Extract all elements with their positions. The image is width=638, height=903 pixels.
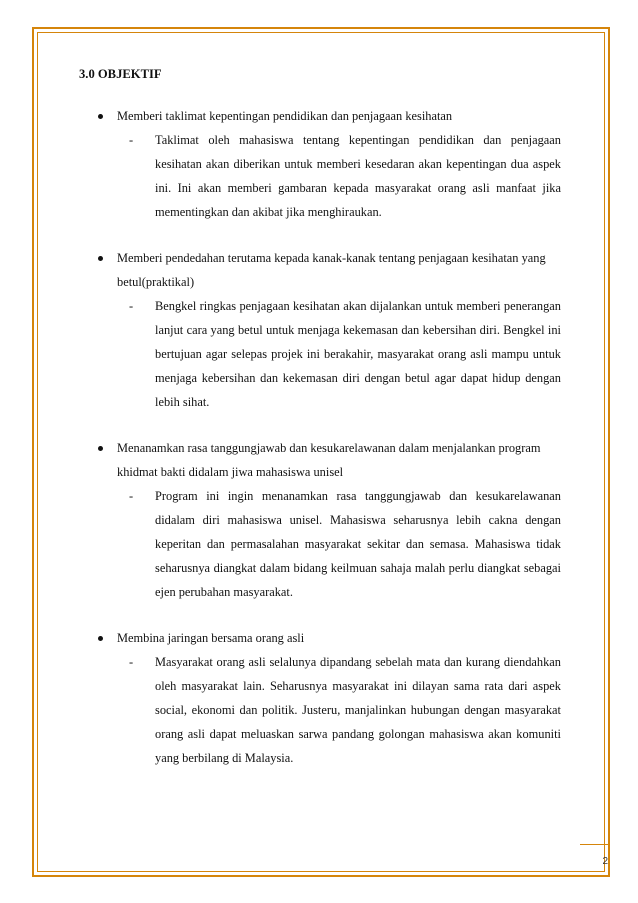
objective-detail [79, 128, 561, 224]
document-body [79, 66, 561, 792]
bullet-dot-icon [98, 256, 103, 261]
objective-detail [79, 294, 561, 414]
objective-title: Memberi taklimat kepentingan pendidikan dan penjagaan kesihatan [117, 109, 453, 123]
objective-title: Membina jaringan bersama orang asli [117, 631, 305, 645]
bullet-dot-icon [98, 114, 103, 119]
objective-item [79, 626, 561, 770]
objective-bullet [79, 626, 561, 650]
objective-item [79, 104, 561, 224]
objective-detail-text: Program ini ingin menanamkan rasa tanggungjawab dan kesukarelawanan didalam diri mahasiswa unisel. Mahasiswa seharusnya lebih cakna dengan keperitan dan permasalahan masyarakat sekitar dan semasa. Mahasiswa tidak seharusnya diangkat dalam bidang keilmuan sahaja malah perlu diangkat sebagai ejen perubahan masyarakat. [155, 489, 561, 599]
bullet-dot-icon [98, 636, 103, 641]
dash-marker: - [129, 133, 134, 147]
objective-bullet [79, 246, 561, 294]
objective-detail-text: Bengkel ringkas penjagaan kesihatan akan dijalankan untuk memberi penerangan lanjut cara yang betul untuk menjaga kekemasan dan kebersihan diri. Bengkel ini bertujuan agar selepas projek ini berakahir, masyarakat orang asli mampu untuk menjaga kebersihan dan kekemasan diri dengan betul agar dapat hidup dengan lebih sihat. [155, 299, 561, 409]
objective-bullet [79, 104, 561, 128]
objective-bullet [79, 436, 561, 484]
objective-title: Menanamkan rasa tanggungjawab dan kesukarelawanan dalam menjalankan program khidmat bakti didalam jiwa mahasiswa unisel [117, 441, 541, 479]
objective-item [79, 246, 561, 414]
objective-detail [79, 650, 561, 770]
dash-marker: - [129, 655, 134, 669]
dash-marker: - [129, 299, 134, 313]
dash-marker: - [129, 489, 134, 503]
objective-item [79, 436, 561, 604]
objective-detail-text: Masyarakat orang asli selalunya dipandang sebelah mata dan kurang diendahkan oleh masyarakat lain. Seharusnya masyarakat ini dilayan sama rata dari aspek social, ekonomi dan politik. Justeru, manjalinkan hubungan dengan masyarakat orang asli dapat meluaskan sarwa pandang golongan mahasiswa akan komuniti yang berbilang di Malaysia. [155, 655, 561, 765]
objective-detail-text: Taklimat oleh mahasiswa tentang kepentingan pendidikan dan penjagaan kesihatan akan diberikan untuk memberi kesedaran akan kepentingan dua aspek ini. Ini akan memberi gambaran kepada masyarakat orang asli manfaat jika mementingkan dan akibat jika menghiraukan. [155, 133, 561, 219]
objective-detail [79, 484, 561, 604]
page-number: 2 [602, 856, 608, 867]
bullet-dot-icon [98, 446, 103, 451]
objective-title: Memberi pendedahan terutama kepada kanak-kanak tentang penjagaan kesihatan yang betul(praktikal) [117, 251, 546, 289]
section-heading: 3.0 OBJEKTIF [79, 67, 162, 81]
footer-rule [580, 844, 610, 845]
